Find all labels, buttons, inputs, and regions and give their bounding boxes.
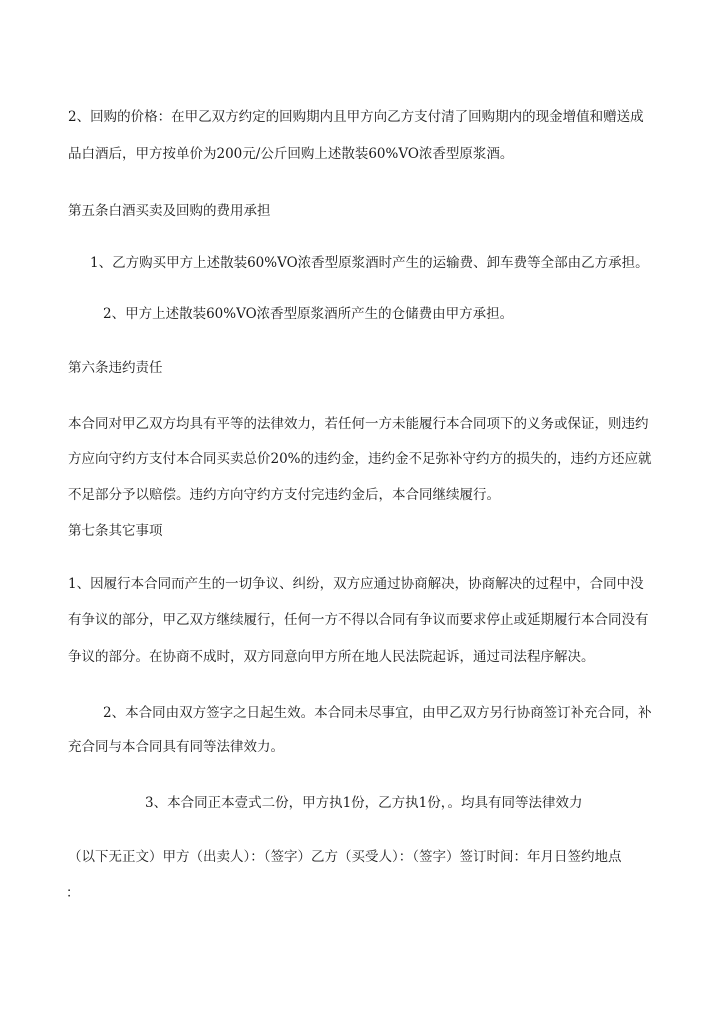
article-5-item-1: 1、乙方购买甲方上述散装60%VO浓香型原浆酒时产生的运输费、卸车费等全部由乙方承担。: [90, 255, 649, 271]
article-5-heading: 第五条白酒买卖及回购的费用承担: [68, 203, 271, 219]
article-7-item-3: 3、本合同正本壹式二份，甲方执1份，乙方执1份，。均具有同等法律效力: [145, 795, 583, 811]
article-6-heading: 第六条违约责任: [68, 360, 163, 376]
article-7-item-2-line-2: 充合同与本合同具有同等法律效力。: [68, 739, 284, 755]
article-7-item-1-line-2: 有争议的部分，甲乙双方继续履行，任何一方不得以合同有争议而要求停止或延期履行本合同没有: [68, 612, 649, 628]
article-5-item-2: 2、甲方上述散装60%VO浓香型原浆酒所产生的仓储费由甲方承担。: [103, 306, 514, 322]
clause-2-price-line-2: 品白酒后，甲方按单价为200元/公斤回购上述散装60%VO浓香型原浆酒。: [68, 146, 514, 162]
signature-line: （以下无正文）甲方（出卖人）：（签字）乙方（买受人）：（签字）签订时间：年月日签约地点: [68, 849, 622, 865]
trailing-mark: ：: [66, 885, 80, 901]
article-6-line-1: 本合同对甲乙双方均具有平等的法律效力，若任何一方未能履行本合同项下的义务或保证，则违约: [68, 416, 649, 432]
article-7-item-1-line-3: 争议的部分。在协商不成时，双方同意向甲方所在地人民法院起诉，通过司法程序解决。: [68, 649, 595, 665]
article-7-heading: 第七条其它事项: [68, 523, 163, 539]
article-7-item-2-line-1: 2、本合同由双方签字之日起生效。本合同未尽事宜，由甲乙双方另行协商签订补充合同，补: [103, 705, 652, 721]
clause-2-price-line-1: 2、回购的价格：在甲乙双方约定的回购期内且甲方向乙方支付清了回购期内的现金增值和赠送成: [68, 109, 644, 125]
article-6-line-3: 不足部分予以赔偿。违约方向守约方支付完违约金后，本合同继续履行。: [68, 487, 500, 503]
article-6-line-2: 方应向守约方支付本合同买卖总价20%的违约金，违约金不足弥补守约方的损失的，违约方还应就: [68, 451, 652, 467]
article-7-item-1-line-1: 1、因履行本合同而产生的一切争议、纠纷，双方应通过协商解决，协商解决的过程中，合同中没: [68, 576, 644, 592]
